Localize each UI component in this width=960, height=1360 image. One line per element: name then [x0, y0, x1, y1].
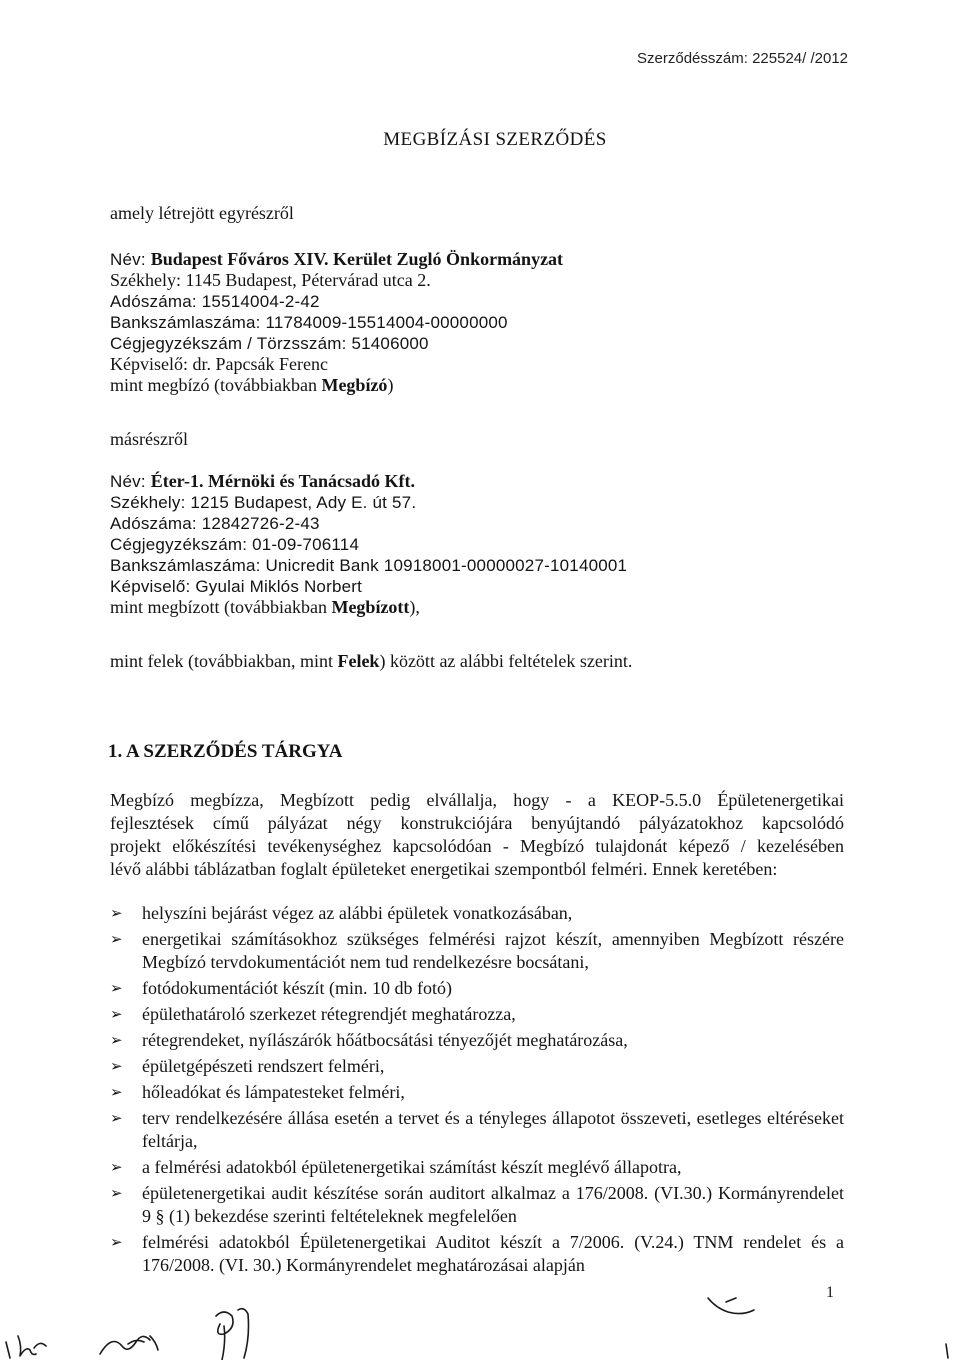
list-item	[110, 1055, 844, 1078]
party1-as-prefix: mint megbízó (továbbiakban	[110, 375, 322, 395]
list-item-text: a felmérési adatokból épületenergetikai számítást készít meglévő állapotra,	[142, 1157, 682, 1177]
arrow-bullet-icon: ➢	[110, 930, 123, 948]
arrow-bullet-icon: ➢	[110, 1184, 123, 1202]
party2-block	[110, 471, 850, 618]
list-item-text: fotódokumentációt készít (min. 10 db fotó)	[142, 978, 452, 998]
party1-block	[110, 249, 850, 396]
list-item	[110, 928, 844, 974]
other-side-line: másrészről	[110, 429, 188, 449]
intro-line: amely létrejött egyrészről	[110, 203, 294, 223]
paragraph-line: Megbízó megbízza, Megbízott pedig elvállalja, hogy - a KEOP-5.5.0 Épületenergetikai	[110, 790, 844, 810]
list-item-text: rétegrendeket, nyílászárók hőátbocsátási tényezőjét meghatározása,	[142, 1030, 628, 1050]
list-item	[110, 902, 844, 925]
list-item	[110, 1231, 844, 1277]
list-item-text: felmérési adatokból Épületenergetikai Auditot készít a 7/2006. (V.24.) TNM rendelet és a 176/2008. (VI. 30.) Kormányrendelet meghatározásai alapján	[142, 1232, 844, 1275]
list-item-text: helyszíni bejárást végez az alábbi épületek vonatkozásában,	[142, 903, 573, 923]
task-list	[110, 902, 844, 1280]
party2-as-prefix: mint megbízott (továbbiakban	[110, 597, 332, 617]
paragraph-line: fejlesztések című pályázat négy konstrukciójára benyújtandó pályázatokhoz kapcsolódó	[110, 813, 844, 833]
list-item-text: épületenergetikai audit készítése során auditort alkalmaz a 176/2008. (VI.30.) Kormányrendelet 9 § (1) bekezdése szerinti feltételeknek megfelelően	[142, 1183, 844, 1226]
party2-tax: Adószáma: 12842726-2-43	[110, 514, 320, 533]
party2-as-bold: Megbízott	[331, 597, 410, 617]
initials-mark-edge	[946, 1344, 948, 1358]
list-item-text: energetikai számításokhoz szükséges felmérési rajzot készít, amennyiben Megbízott részére Megbízó tervdokumentációt nem tud rendelkezésre bocsátani,	[142, 929, 844, 972]
party1-tax: Adószáma: 15514004-2-42	[110, 292, 320, 311]
contract-number: Szerződésszám: 225524/ /2012	[637, 50, 848, 67]
initials-mark-center-left	[100, 1336, 158, 1354]
initials-mark-left	[6, 1336, 46, 1358]
list-item-text: terv rendelkezésére állása esetén a tervet és a tényleges állapotot összeveti, esetleges eltéréseket feltárja,	[142, 1108, 844, 1151]
party2-as-suffix: ),	[409, 597, 420, 617]
party2-registry: Cégjegyzékszám: 01-09-706114	[110, 535, 360, 554]
parties-line	[110, 651, 850, 672]
initials-mark-right	[708, 1298, 754, 1314]
party1-rep: Képviselő: dr. Papcsák Ferenc	[110, 354, 328, 374]
party2-rep: Képviselő: Gyulai Miklós Norbert	[110, 577, 363, 596]
party1-bank: Bankszámlaszáma: 11784009-15514004-00000000	[110, 313, 508, 332]
party1-name-line	[110, 249, 850, 270]
arrow-bullet-icon: ➢	[110, 1158, 123, 1176]
arrow-bullet-icon: ➢	[110, 979, 123, 997]
arrow-bullet-icon: ➢	[110, 1109, 123, 1127]
arrow-bullet-icon: ➢	[110, 904, 123, 922]
list-item	[110, 1182, 844, 1228]
party2-name-label: Név:	[110, 472, 151, 491]
party1-as-suffix: )	[387, 375, 394, 395]
document-title	[0, 129, 960, 150]
paragraph-line: projekt előkészítési tevékenységhez kapcsolódóan - Megbízó tulajdonát képező / kezelésében	[110, 836, 844, 856]
parties-prefix: mint felek (továbbiakban, mint	[110, 651, 338, 671]
intro-text	[110, 203, 850, 224]
list-item-text: épületgépészeti rendszert felméri,	[142, 1056, 385, 1076]
party1-name-label: Név:	[110, 250, 151, 269]
arrow-bullet-icon: ➢	[110, 1083, 123, 1101]
arrow-bullet-icon: ➢	[110, 1233, 123, 1251]
handwritten-signatures	[0, 1296, 960, 1360]
document-title-text: MEGBÍZÁSI SZERZŐDÉS	[383, 129, 607, 150]
party2-bank: Bankszámlaszáma: Unicredit Bank 10918001-00000027-10140001	[110, 556, 628, 575]
party1-registry: Cégjegyzékszám / Törzsszám: 51406000	[110, 334, 429, 353]
list-item	[110, 977, 844, 1000]
party2-as-line	[110, 597, 850, 618]
party2-name-line	[110, 471, 850, 492]
party1-name: Budapest Főváros XIV. Kerület Zugló Önkormányzat	[150, 249, 564, 269]
list-item	[110, 1081, 844, 1104]
parties-suffix: ) között az alábbi feltételek szerint.	[379, 651, 633, 671]
arrow-bullet-icon: ➢	[110, 1005, 123, 1023]
parties-line-text	[110, 651, 850, 672]
section-paragraph	[110, 789, 844, 881]
arrow-bullet-icon: ➢	[110, 1057, 123, 1075]
page-number: 1	[826, 1284, 834, 1301]
paragraph-line: lévő alábbi táblázatban foglalt épületeket energetikai szempontból felméri. Ennek keretében:	[110, 859, 778, 879]
arrow-bullet-icon: ➢	[110, 1031, 123, 1049]
initials-mark-center	[216, 1309, 249, 1360]
party2-seat: Székhely: 1215 Budapest, Ady E. út 57.	[110, 493, 417, 512]
party1-as-bold: Megbízó	[321, 375, 388, 395]
list-item	[110, 1003, 844, 1026]
party1-as-line	[110, 375, 850, 396]
list-item-text: hőleadókat és lámpatesteket felméri,	[142, 1082, 405, 1102]
list-item	[110, 1156, 844, 1179]
list-item	[110, 1029, 844, 1052]
section-heading: 1. A SZERZŐDÉS TÁRGYA	[108, 741, 343, 762]
other-side-text	[110, 429, 850, 450]
list-item	[110, 1107, 844, 1153]
list-item-text: épülethatároló szerkezet rétegrendjét meghatározza,	[142, 1004, 516, 1024]
parties-bold: Felek	[337, 651, 380, 671]
party1-seat: Székhely: 1145 Budapest, Pétervárad utca 2.	[110, 270, 431, 290]
party2-name: Éter-1. Mérnöki és Tanácsadó Kft.	[150, 471, 416, 491]
